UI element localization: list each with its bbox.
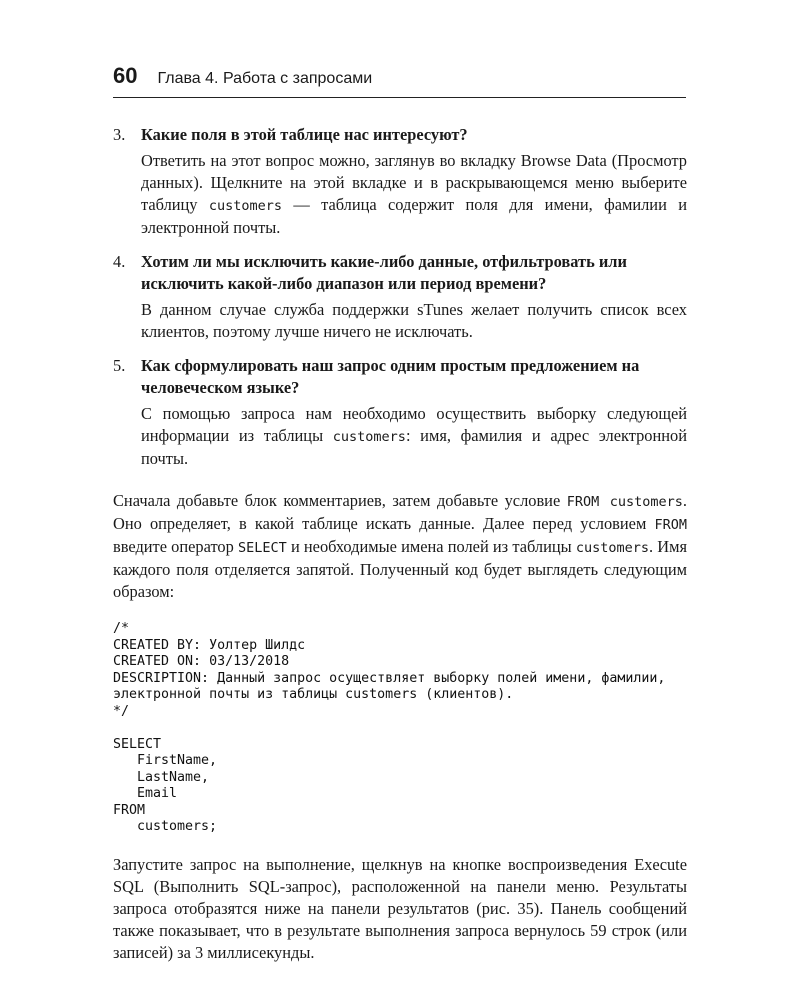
body-paragraph: Запустите запрос на выполнение, щелкнув на кнопке воспроизведения Execute SQL (Выполнить SQL-запрос), расположенной на панели меню. Результаты запроса отобразятся ниже на панели результатов (рис. 35). Панель сообщений также показывает, что в результате выполнения запроса вернулось 59 строк (или записей) за 3 миллисекунды. — [113, 854, 687, 962]
question-number: 4. — [113, 252, 126, 271]
inline-code: customers — [208, 198, 282, 214]
question-answer — [141, 150, 687, 239]
code-line: LastName, — [137, 769, 210, 785]
answer-text: : имя, фамилия и адрес электронной почты. — [141, 426, 687, 468]
paragraph-text: и необходимые имена полей из таблицы — [286, 537, 576, 556]
paragraph-text: введите оператор — [113, 537, 238, 556]
inline-code: FROM — [654, 517, 687, 533]
question-title: Хотим ли мы исключить какие-либо данные, отфильтровать или исключить какой-либо диапазон или период времени? — [141, 252, 627, 293]
body-paragraph — [113, 490, 687, 603]
answer-text: — таблица содержит поля для имени, фамилии и электронной почты. — [141, 195, 687, 237]
question-number: 5. — [113, 356, 126, 375]
question-item-3 — [113, 124, 687, 239]
paragraph-text: . Оно определяет, в какой таблице искать данные. Далее перед условием — [113, 491, 687, 533]
chapter-title: Глава 4. Работа с запросами — [157, 70, 373, 87]
answer-text: С помощью запроса нам необходимо осуществить выборку следующей информации из таблицы — [141, 404, 687, 445]
code-line: customers; — [137, 819, 218, 834]
page-number: 60 — [113, 63, 138, 88]
question-answer: В данном случае служба поддержки sTunes желает получить список всех клиентов, поэтому лучше ничего не исключать. — [141, 300, 687, 341]
header-rule — [113, 97, 686, 98]
inline-code: customers — [332, 429, 406, 445]
question-title: Как сформулировать наш запрос одним простым предложением на человеческом языке? — [141, 356, 640, 397]
code-line: /* — [113, 621, 130, 636]
code-line: электронной почты из таблицы customers (клиентов). — [113, 687, 514, 702]
code-line: FirstName, — [137, 753, 218, 768]
code-listing — [113, 621, 687, 836]
inline-code: SELECT — [237, 540, 287, 556]
question-title: Какие поля в этой таблице нас интересуют? — [141, 125, 468, 144]
code-line: CREATED BY: Уолтер Шилдс — [113, 637, 306, 653]
page-header — [113, 63, 686, 98]
inline-code: customers — [575, 540, 649, 556]
code-line: SELECT — [113, 736, 162, 752]
code-blank-line — [113, 720, 687, 737]
inline-code: FROM customers — [566, 494, 683, 510]
code-line: */ — [113, 703, 130, 719]
question-item-5 — [113, 355, 687, 470]
page-content — [113, 124, 687, 964]
question-number: 3. — [113, 125, 126, 144]
paragraph-text: Сначала добавьте блок комментариев, затем добавьте условие — [113, 491, 567, 510]
question-answer — [141, 403, 687, 470]
answer-text: Ответить на этот вопрос можно, заглянув во вкладку Browse Data (Просмотр данных). Щелкните на этой вкладке и в раскрывающемся меню выберите таблицу — [141, 151, 687, 214]
code-line: FROM — [113, 802, 146, 818]
code-line: DESCRIPTION: Данный запрос осуществляет выборку полей имени, фамилии, — [113, 670, 666, 686]
code-line: Email — [137, 786, 178, 801]
question-item-4 — [113, 251, 687, 343]
paragraph-text: . Имя каждого поля отделяется запятой. Полученный код будет выглядеть следующим образом: — [113, 537, 688, 601]
code-line: CREATED ON: 03/13/2018 — [113, 654, 290, 669]
